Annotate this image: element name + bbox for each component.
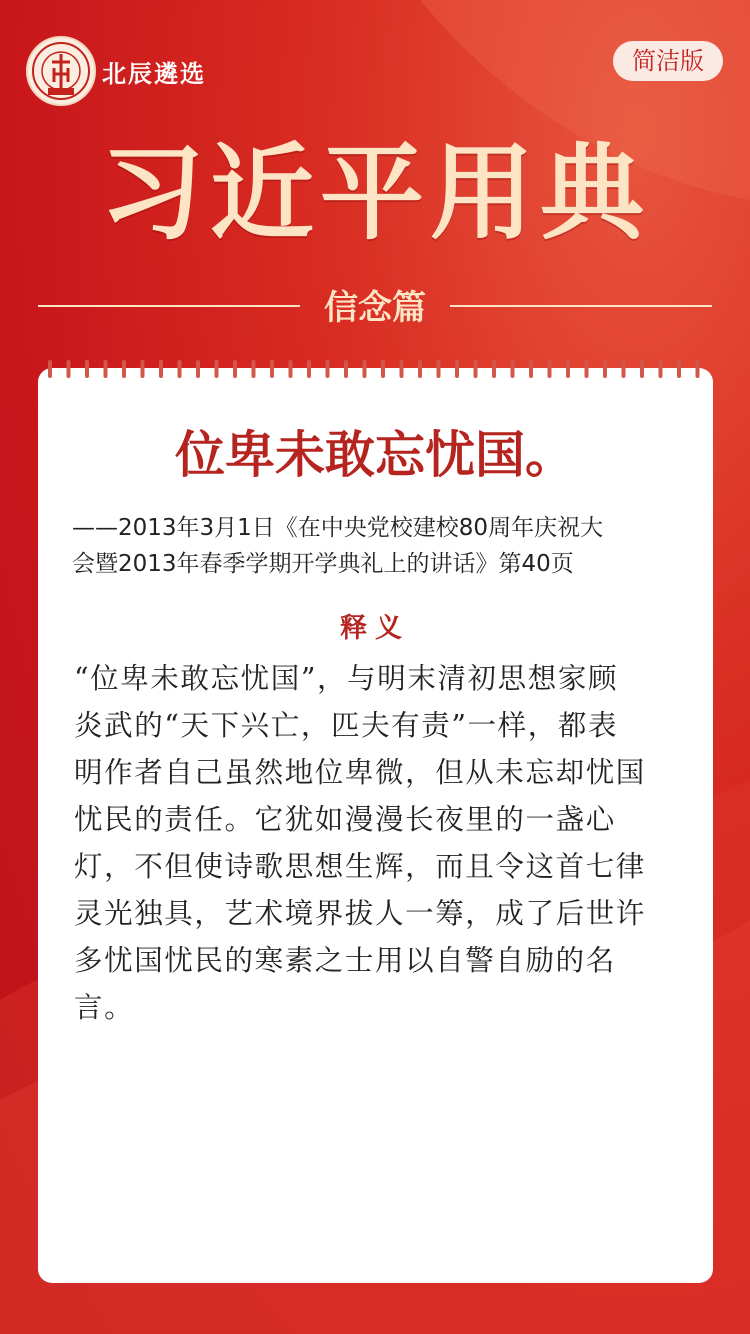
body-line: “位卑未敢忘忧国”，与明末清初思想家顾 <box>74 662 619 695</box>
body-line: 明作者自己虽然地位卑微，但从未忘却忧国 <box>74 756 646 789</box>
quote-source <box>72 510 692 582</box>
logo-emblem-icon <box>26 36 96 106</box>
subtitle-divider-right <box>450 305 712 307</box>
body-line: 忧民的责任。它犹如漫漫长夜里的一盏心 <box>74 803 616 836</box>
body-line: 灵光独具，艺术境界拔人一筹，成了后世许 <box>74 897 646 930</box>
source-line: 会暨2013年春季学期开学典礼上的讲话》第40页 <box>72 551 574 577</box>
binder-rings-icon <box>38 360 713 384</box>
body-line: 灯，不但使诗歌思想生辉，而且令这首七律 <box>74 850 646 883</box>
brand-logo <box>26 36 206 106</box>
source-line: ——2013年3月1日《在中央党校建校80周年庆祝大 <box>72 515 604 541</box>
body-line: 炎武的“天下兴亡，匹夫有责”一样，都表 <box>74 709 619 742</box>
quote-title: 位卑未敢忘忧国。 <box>175 425 575 484</box>
logo-text: 北辰遴选 <box>102 58 206 88</box>
subtitle: 信念篇 <box>324 288 426 328</box>
body-line: 多忧国忧民的寒素之士用以自警自励的名 <box>74 944 616 977</box>
simple-version-badge[interactable]: 简洁版 <box>613 41 723 81</box>
explanation-text <box>74 655 684 1031</box>
page-title: 习近平用典 <box>99 132 650 254</box>
section-label-explanation: 释义 <box>340 613 410 644</box>
body-line: 言。 <box>74 991 135 1024</box>
